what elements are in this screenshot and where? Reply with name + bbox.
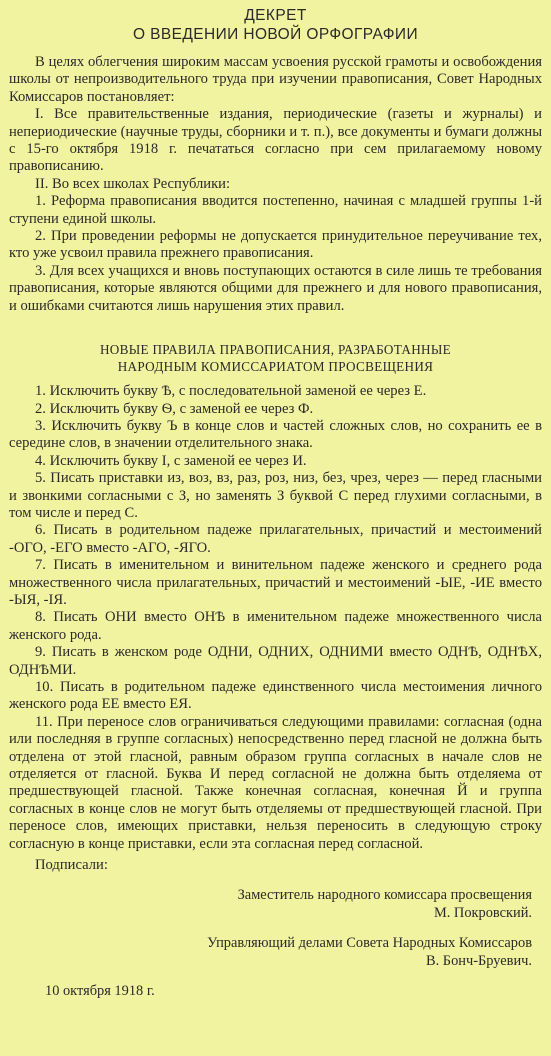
decree-preamble: В целях облегчения широким массам усвоения русской грамоты и освобождения школы от непроизводительного труда при изучении правописания, Совет Народных Комиссаров постановляет: xyxy=(9,54,542,105)
signatory-2-title: Управляющий делами Совета Народных Комиссаров xyxy=(207,935,532,952)
document-title-line-2: О ВВЕДЕНИИ НОВОЙ ОРФОГРАФИИ xyxy=(132,26,419,43)
signatory-2-name: В. Бонч-Бруевич. xyxy=(426,953,532,970)
rule-item: 3. Исключить букву Ъ в конце слов и частей сложных слов, но сохранить ее в середине слов, в значении отделительного знака. xyxy=(9,417,542,452)
rule-item: 11. При переносе слов ограничиваться следующими правилами: согласная (одна или последняя в группе согласных) непосредственно перед гласной не должна быть отделена от этой гласной, равным образом группа согласных в начале слов не отделяется от гласной. Буква И перед согласной не должна быть отделяема от предшествующей гласной. Также конечная согласная, конечная Й и группа согласных в конце слов не могут быть отделяемы от предшествующей гласной. При переносе слов, имеющих приставки, нельзя переносить в следующую строку согласную в конце приставки, если эта согласная перед согласной. xyxy=(9,713,542,852)
rule-item: 5. Писать приставки из, воз, вз, раз, роз, низ, без, чрез, через — перед гласными и звонкими согласными с З, но заменять З буквой С перед глухими согласными, в том числе и перед С. xyxy=(9,470,542,521)
signatory-1-name: М. Покровский. xyxy=(433,905,532,922)
rule-item: 9. Писать в женском роде ОДНИ, ОДНИХ, ОДНИМИ вместо ОДНѢ, ОДНѢХ, ОДНѢМИ. xyxy=(9,644,542,678)
rules-list xyxy=(9,383,542,853)
decree-date: 10 октября 1918 г. xyxy=(45,983,155,1000)
decree-point: II. Во всех школах Республики: xyxy=(35,175,231,192)
signatures xyxy=(9,857,542,1000)
rule-item: 1. Исключить букву Ѣ, с последовательной заменой ее через Е. xyxy=(35,383,427,400)
decree-point: 3. Для всех учащихся и вновь поступающих остаются в силе лишь те требования правописания, которые являются общими для прежнего и для нового правописания, и ошибками считаются лишь нарушения этих правил. xyxy=(9,262,542,314)
rule-item: 8. Писать ОНИ вместо ОНѢ в именительном падеже множественного числа женского рода. xyxy=(9,609,542,643)
rules-title-line-2: НАРОДНЫМ КОМИССАРИАТОМ ПРОСВЕЩЕНИЯ xyxy=(117,359,434,375)
rule-item: 4. Исключить букву I, с заменой ее через И. xyxy=(35,452,307,469)
decree-point: I. Все правительственные издания, периодические (газеты и журналы) и непериодические (научные труды, сборники и т. п.), все документы и бумаги должны с 15-го октября 1918 г. печататься согласно при сем прилагаемому новому правописанию. xyxy=(9,106,542,175)
decree-point: 2. При проведении реформы не допускается принудительное переучивание тех, кто уже усвоил правила прежнего правописания. xyxy=(9,228,542,262)
signatory-1-title: Заместитель народного комиссара просвещения xyxy=(237,887,532,904)
decree-body xyxy=(9,54,542,315)
rule-item: 7. Писать в именительном и винительном падеже женского и среднего рода множественного числа прилагательных, причастий и местоимений -ЫЕ, -ИЕ вместо -ЫЯ, -IЯ. xyxy=(9,557,542,608)
decree-point: 1. Реформа правописания вводится постепенно, начиная с младшей группы 1-й ступени единой школы. xyxy=(9,193,542,227)
rule-item: 10. Писать в родительном падеже единственного числа местоимения личного женского рода ЕЕ вместо ЕЯ. xyxy=(9,679,542,713)
rules-title-line-1: НОВЫЕ ПРАВИЛА ПРАВОПИСАНИЯ, РАЗРАБОТАННЫЕ xyxy=(99,342,452,358)
rule-item: 6. Писать в родительном падеже прилагательных, причастий и местоимений -ОГО, -ЕГО вместо -АГО, -ЯГО. xyxy=(9,522,542,556)
rule-item: 2. Исключить букву Ѳ, с заменой ее через Ф. xyxy=(35,400,314,417)
signed-label: Подписали: xyxy=(35,857,108,874)
document-title-line-1: ДЕКРЕТ xyxy=(244,7,307,24)
